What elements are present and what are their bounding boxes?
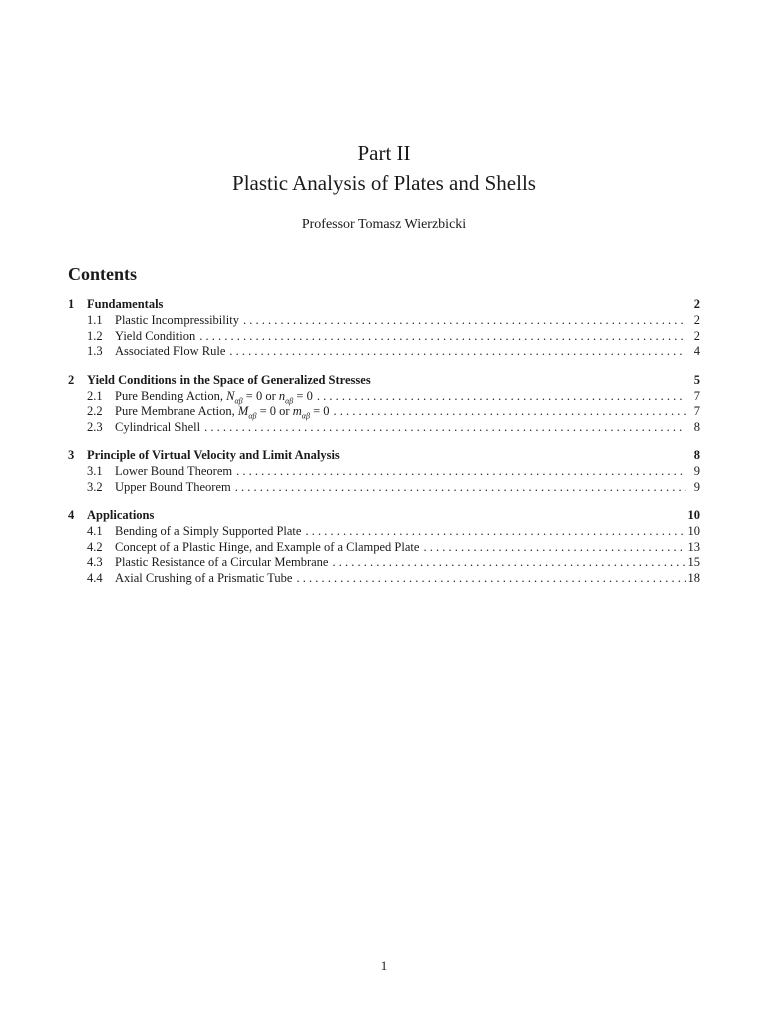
dot-leader — [235, 480, 686, 496]
subsection-number: 1.2 — [87, 328, 103, 343]
subsection-number: 1.1 — [87, 313, 103, 327]
section-number: 2 — [68, 372, 75, 387]
section-number: 3 — [68, 448, 75, 462]
math-symbol: m — [292, 404, 302, 418]
dot-leader — [317, 389, 686, 405]
section-page-number: 2 — [693, 297, 700, 311]
toc-subsection-row[interactable] — [68, 389, 700, 405]
subsection-title-text: Pure Bending Action, — [115, 388, 227, 403]
subsection-title: Upper Bound Theorem — [115, 479, 231, 494]
toc-section-row[interactable] — [68, 372, 700, 389]
toc-subsection-row[interactable] — [68, 480, 700, 496]
subsection-title: Axial Crushing of a Prismatic Tube — [115, 570, 293, 585]
subsection-title: Concept of a Plastic Hinge, and Example of a Clamped Plate — [115, 539, 420, 554]
toc-subsection-row[interactable] — [68, 420, 700, 436]
section-title: Principle of Virtual Velocity and Limit Analysis — [87, 448, 340, 462]
math-subscript: αβ — [301, 411, 310, 421]
section-title: Yield Conditions in the Space of Generalized Stresses — [87, 372, 371, 387]
toc-section-row[interactable] — [68, 296, 700, 313]
toc-subsection-row[interactable] — [68, 344, 700, 360]
subsection-page-number: 4 — [693, 344, 700, 358]
section-title: Applications — [87, 508, 155, 522]
table-of-contents — [68, 296, 700, 598]
math-symbol: n — [278, 388, 286, 403]
dot-leader — [204, 420, 686, 436]
subsection-page-number: 2 — [693, 328, 700, 343]
dot-leader — [199, 329, 686, 345]
toc-subsection-row[interactable] — [68, 555, 700, 571]
toc-subsection-row[interactable] — [68, 313, 700, 329]
section-title: Fundamentals — [87, 297, 164, 311]
toc-section-1 — [68, 296, 700, 360]
subsection-title-text: = 0 — [309, 404, 330, 418]
part-label: Part II — [357, 141, 411, 165]
subsection-number: 2.3 — [87, 419, 103, 434]
math-symbol: M — [237, 404, 249, 418]
subsection-title: Bending of a Simply Supported Plate — [115, 524, 302, 538]
subsection-title-text: = 0 — [293, 388, 313, 403]
subsection-title-text: Pure Membrane Action, — [115, 404, 238, 418]
toc-subsection-row[interactable] — [68, 404, 700, 420]
toc-section-row[interactable] — [68, 447, 700, 464]
subsection-number: 4.1 — [87, 524, 103, 538]
subsection-page-number: 18 — [687, 570, 700, 585]
dot-leader — [243, 313, 686, 329]
toc-subsection-row[interactable] — [68, 571, 700, 587]
contents-heading: Contents — [68, 264, 138, 284]
dot-leader — [423, 540, 686, 556]
subsection-number: 4.2 — [87, 539, 103, 554]
subsection-title — [115, 389, 317, 405]
toc-section-row[interactable] — [68, 507, 700, 524]
subsection-number: 3.2 — [87, 479, 103, 494]
subsection-number: 3.1 — [87, 464, 103, 478]
subsection-page-number: 9 — [693, 479, 700, 494]
dot-leader — [296, 571, 686, 587]
author-name: Professor Tomasz Wierzbicki — [301, 217, 467, 232]
subsection-number: 4.3 — [87, 555, 103, 569]
subsection-page-number: 10 — [687, 524, 700, 538]
math-symbol: N — [226, 388, 235, 403]
subsection-page-number: 15 — [687, 555, 700, 569]
subsection-title-text: = 0 or — [256, 404, 293, 418]
title-block — [0, 138, 768, 234]
page-number-footer: 1 — [380, 958, 388, 973]
toc-section-3 — [68, 447, 700, 495]
toc-subsection-row[interactable] — [68, 464, 700, 480]
section-page-number: 10 — [687, 508, 700, 522]
subsection-number: 1.3 — [87, 344, 103, 358]
dot-leader — [305, 524, 686, 540]
toc-subsection-row[interactable] — [68, 524, 700, 540]
section-page-number: 8 — [693, 448, 700, 462]
subsection-title — [115, 404, 334, 420]
math-subscript: αβ — [285, 396, 294, 405]
document-title: Plastic Analysis of Plates and Shells — [232, 171, 536, 195]
dot-leader — [229, 344, 686, 360]
subsection-title-text: = 0 or — [242, 388, 279, 403]
toc-subsection-row[interactable] — [68, 329, 700, 345]
math-subscript: αβ — [234, 396, 243, 405]
subsection-page-number: 9 — [693, 464, 700, 478]
toc-section-4 — [68, 507, 700, 586]
subsection-page-number: 13 — [687, 539, 700, 554]
dot-leader — [236, 464, 686, 480]
subsection-title: Associated Flow Rule — [115, 344, 226, 358]
subsection-page-number: 7 — [693, 388, 700, 403]
subsection-number: 2.1 — [87, 388, 103, 403]
dot-leader — [334, 404, 687, 420]
toc-subsection-row[interactable] — [68, 540, 700, 556]
subsection-page-number: 2 — [693, 313, 700, 327]
subsection-page-number: 7 — [693, 404, 700, 418]
subsection-title: Lower Bound Theorem — [115, 464, 233, 478]
subsection-title: Plastic Resistance of a Circular Membrane — [115, 555, 329, 569]
subsection-title: Cylindrical Shell — [115, 419, 201, 434]
subsection-title: Plastic Incompressibility — [115, 313, 239, 327]
subsection-number: 4.4 — [87, 570, 103, 585]
dot-leader — [332, 555, 686, 571]
subsection-title: Yield Condition — [115, 328, 196, 343]
subsection-number: 2.2 — [87, 404, 103, 418]
section-page-number: 5 — [693, 372, 700, 387]
subsection-page-number: 8 — [693, 419, 700, 434]
section-number: 4 — [68, 508, 75, 522]
section-number: 1 — [68, 297, 75, 311]
toc-section-2 — [68, 372, 700, 436]
math-subscript: αβ — [248, 411, 257, 421]
